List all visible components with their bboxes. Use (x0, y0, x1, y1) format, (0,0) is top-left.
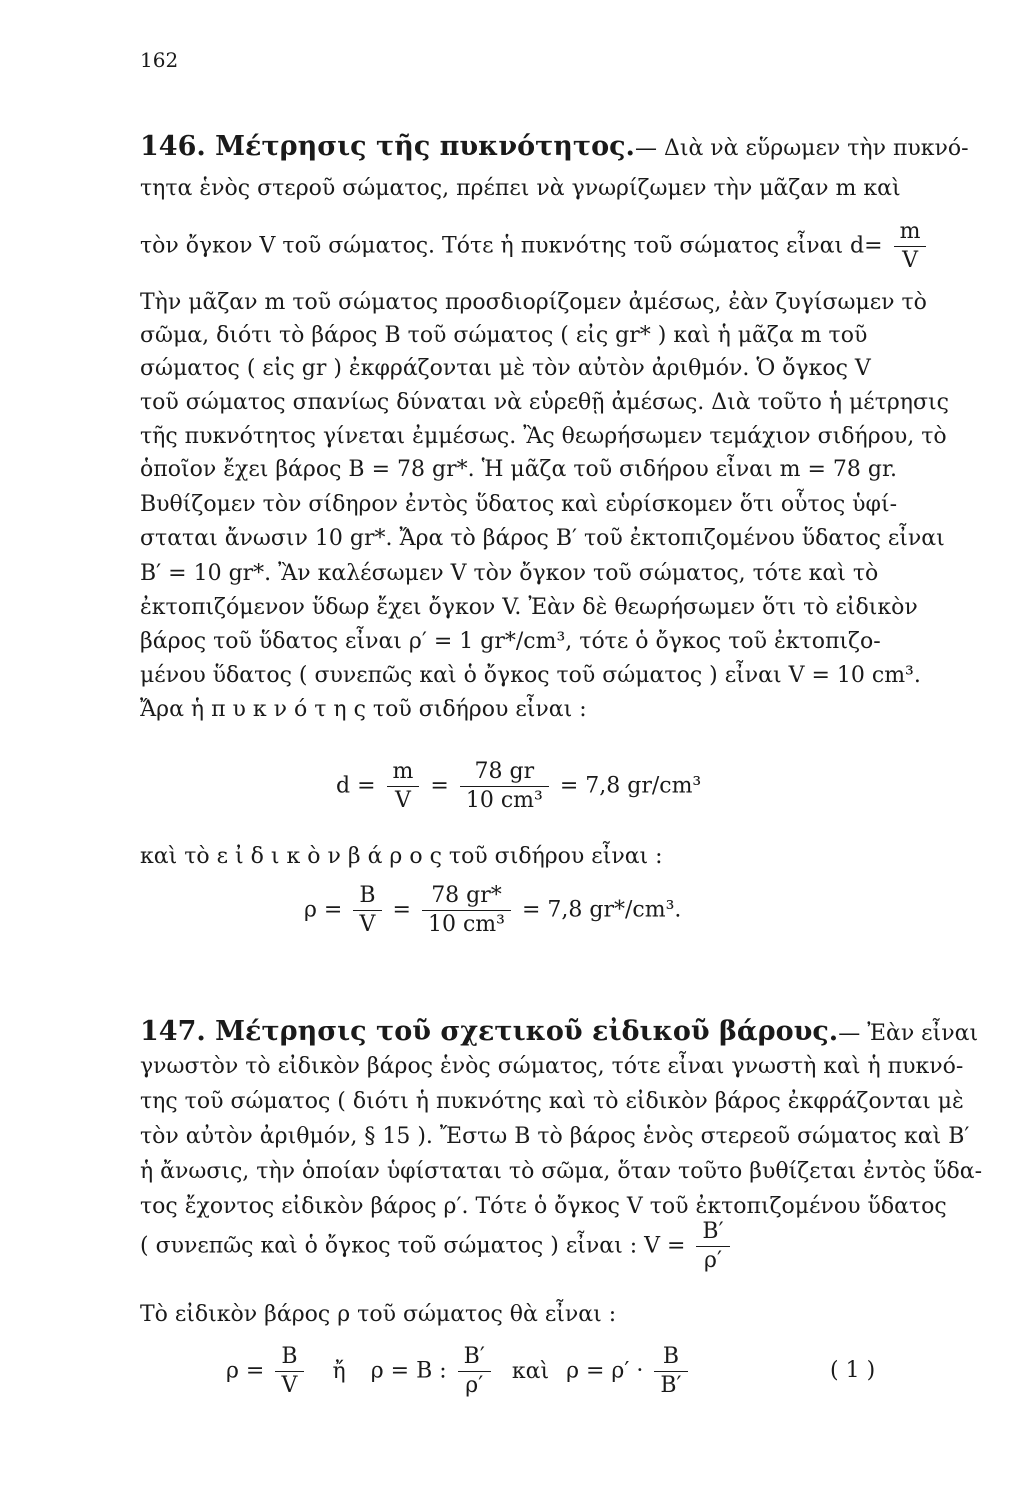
density-equation (336, 758, 701, 815)
equals-sign: = (392, 897, 411, 923)
fraction-numerator: Β (654, 1343, 687, 1372)
fraction-denominator: V (281, 1373, 298, 1398)
paragraph-line: ὁποῖον ἔχει βάρος Β = 78 gr*. Ἡ μᾶζα τοῦ σιδήρου εἶναι m = 78 gr. (140, 457, 898, 482)
fraction-denominator: ρ′ (704, 1248, 722, 1273)
relative-specific-weight-equation (226, 1343, 692, 1400)
equation-result: = 7,8 gr/cm³ (559, 773, 702, 799)
paragraph-line: ἡ ἄνωσις, τὴν ὁποίαν ὑφίσταται τὸ σῶμα, ὅταν τοῦτο βυθίζεται ἐντὸς ὕδα- (140, 1159, 983, 1184)
equation-label: ( 1 ) (830, 1358, 876, 1383)
section-147-line-1-rest: — Ἐὰν εἶναι (838, 1021, 979, 1046)
fraction (387, 758, 420, 815)
fraction (275, 1343, 303, 1400)
fraction-denominator: 10 cm³ (465, 788, 543, 813)
fraction-numerator: m (894, 218, 927, 247)
paragraph-line: Β′ = 10 gr*. Ἂν καλέσωμεν V τὸν ὄγκον τοῦ σώματος, τότε καὶ τὸ (140, 561, 879, 586)
fraction-denominator: V (359, 912, 376, 937)
fraction-numerator: Β′ (696, 1218, 729, 1247)
equation-lhs: ρ = Β : (370, 1358, 447, 1384)
section-146-heading: 146. Μέτρησις τῆς πυκνότητος. (140, 131, 635, 162)
equation-lhs: ρ = (304, 897, 343, 923)
section-146-line-2: τητα ἑνὸς στεροῦ σώματος, πρέπει νὰ γνωρίζωμεν τὴν μᾶζαν m καὶ (140, 176, 901, 201)
equals-sign: = (430, 773, 449, 799)
fraction (654, 1343, 687, 1400)
fraction-denominator: V (395, 788, 411, 813)
page-number: 162 (140, 48, 179, 72)
equation-or: ἤ (332, 1358, 346, 1384)
section-146-line-3 (140, 218, 930, 275)
paragraph-line: τὸν αὐτὸν ἀριθμόν, § 15 ). Ἔστω Β τὸ βάρος ἑνὸς στερεοῦ σώματος καὶ Β′ (140, 1124, 970, 1149)
fraction-numerator: Β′ (458, 1343, 491, 1372)
specific-weight-line: Τὸ εἰδικὸν βάρος ρ τοῦ σώματος θὰ εἶναι : (140, 1302, 617, 1327)
paragraph-line: σταται ἄνωσιν 10 gr*. Ἄρα τὸ βάρος Β′ τοῦ ἐκτοπιζομένου ὕδατος εἶναι (140, 526, 945, 551)
paragraph-line: τῆς πυκνότητος γίνεται ἐμμέσως. Ἂς θεωρήσωμεν τεμάχιον σιδήρου, τὸ (140, 424, 947, 449)
paragraph-line: της τοῦ σώματος ( διότι ἡ πυκνότης καὶ τὸ εἰδικὸν βάρος ἐκφράζονται μὲ (140, 1089, 964, 1114)
volume-text: ( συνεπῶς καὶ ὁ ὄγκος τοῦ σώματος ) εἶναι : V = (140, 1233, 686, 1259)
fraction-numerator: Β (353, 882, 381, 911)
fraction-denominator: V (902, 248, 918, 273)
paragraph-line: τος ἔχοντος εἰδικὸν βάρος ρ′. Τότε ὁ ὄγκος V τοῦ ἐκτοπιζομένου ὕδατος (140, 1194, 947, 1219)
paragraph-line: Τὴν μᾶζαν m τοῦ σώματος προσδιορίζομεν ἀμέσως, ἐὰν ζυγίσωμεν τὸ (140, 290, 927, 315)
fraction-denominator: Β′ (660, 1373, 682, 1398)
paragraph-line: βάρος τοῦ ὕδατος εἶναι ρ′ = 1 gr*/cm³, τότε ὁ ὄγκος τοῦ ἐκτοπιζο- (140, 629, 881, 654)
paragraph-line: ἐκτοπιζόμενον ὕδωρ ἔχει ὄγκον V. Ἐὰν δὲ θεωρήσωμεν ὅτι τὸ εἰδικὸν (140, 595, 918, 620)
volume-fraction (696, 1218, 729, 1275)
paragraph-line: γνωστὸν τὸ εἰδικὸν βάρος ἑνὸς σώματος, τότε εἶναι γνωστὴ καὶ ἡ πυκνό- (140, 1054, 964, 1079)
section-147-heading: 147. Μέτρησις τοῦ σχετικοῦ εἰδικοῦ βάρους. (140, 1016, 839, 1047)
fraction (460, 758, 549, 815)
paragraph-line: μένου ὕδατος ( συνεπῶς καὶ ὁ ὄγκος τοῦ σώματος ) εἶναι V = 10 cm³. (140, 663, 921, 688)
equation-lhs: ρ = ρ′ · (566, 1358, 644, 1384)
paragraph-line: Ἄρα ἡ π υ κ ν ό τ η ς τοῦ σιδήρου εἶναι : (140, 697, 587, 722)
fraction (458, 1343, 491, 1400)
fraction-numerator: 78 gr* (422, 882, 511, 911)
density-fraction (894, 218, 927, 275)
fraction-denominator: ρ′ (465, 1373, 484, 1398)
equation-lhs: ρ = (226, 1358, 265, 1384)
paragraph-line: Βυθίζομεν τὸν σίδηρον ἐντὸς ὕδατος καὶ εὑρίσκομεν ὅτι οὗτος ὑφί- (140, 492, 898, 517)
fraction (353, 882, 381, 939)
fraction-numerator: Β (275, 1343, 303, 1372)
paragraph-line: σῶμα, διότι τὸ βάρος Β τοῦ σώματος ( εἰς gr* ) καὶ ἡ μᾶζα m τοῦ (140, 323, 868, 348)
equation-lhs: d = (336, 773, 376, 799)
fraction-numerator: 78 gr (460, 758, 549, 787)
fraction-denominator: 10 cm³ (427, 912, 505, 937)
paragraph-line: τοῦ σώματος σπανίως δύναται νὰ εὑρεθῇ ἀμέσως. Διὰ τοῦτο ἡ μέτρησις (140, 390, 949, 415)
section-146-line-1-rest: — Διὰ νὰ εὕρωμεν τὴν πυκνό- (634, 136, 969, 161)
volume-line (140, 1218, 734, 1275)
specific-weight-equation (304, 882, 681, 939)
fraction-numerator: m (387, 758, 420, 787)
fraction (422, 882, 511, 939)
section-146-first-line (140, 132, 969, 164)
density-definition-text: τὸν ὄγκον V τοῦ σώματος. Τότε ἡ πυκνότης τοῦ σώματος εἶναι d= (140, 233, 883, 259)
equation-result: = 7,8 gr*/cm³. (521, 897, 682, 923)
paragraph-line: σώματος ( εἰς gr ) ἐκφράζονται μὲ τὸν αὐτὸν ἀριθμόν. Ὁ ὄγκος V (140, 356, 871, 381)
equation-and: καὶ (511, 1358, 550, 1384)
section-147-first-line (140, 1017, 978, 1049)
specific-weight-intro: καὶ τὸ ε ἰ δ ι κ ὸ ν β ά ρ ο ς τοῦ σιδήρου εἶναι : (140, 844, 663, 869)
